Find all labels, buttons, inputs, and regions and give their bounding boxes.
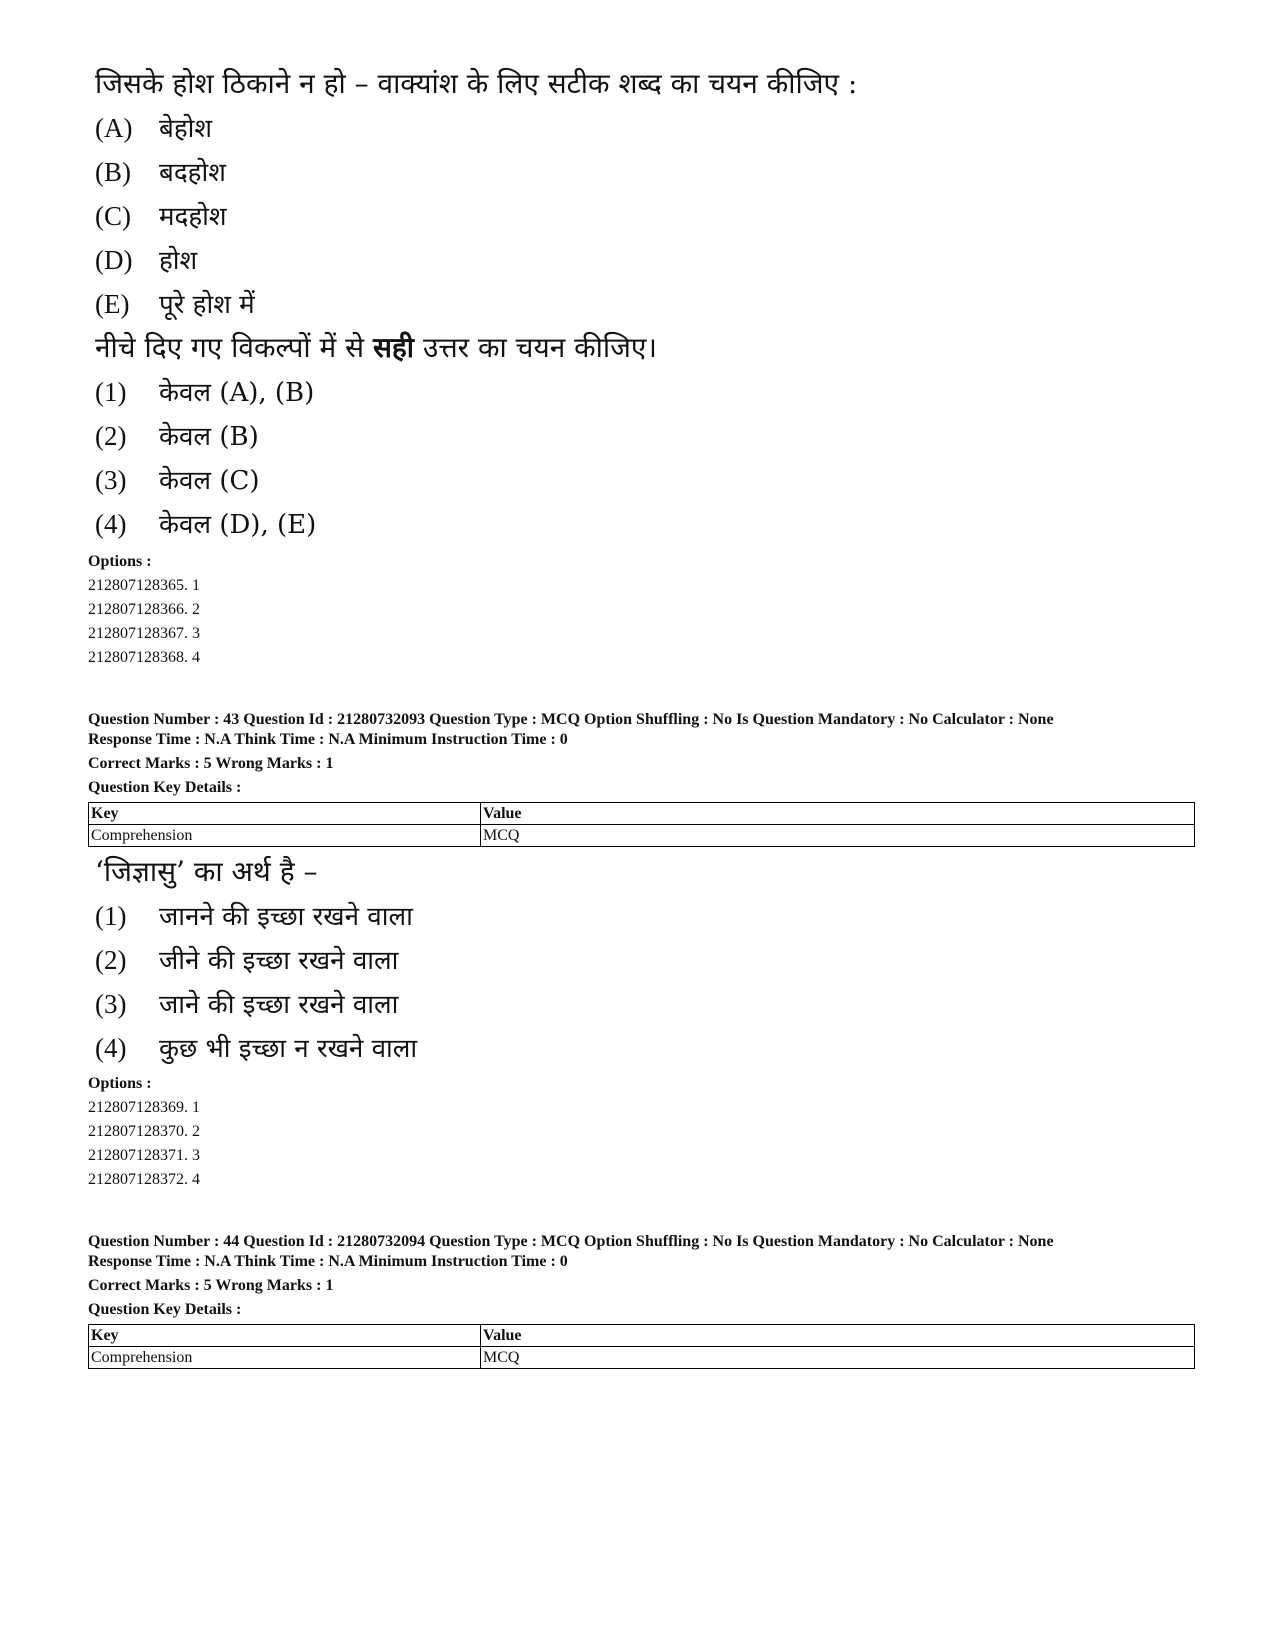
q43-choice-4: (4) कुछ भी इच्छा न रखने वाला <box>95 1033 418 1064</box>
option-row: 212807128367. 3 <box>88 625 200 642</box>
q42-stem: जिसके होश ठिकाने न हो – वाक्यांश के लिए सटीक शब्द का चयन कीजिए : <box>95 67 858 100</box>
q42-choice-3: (3) केवल (C) <box>95 465 260 496</box>
q43-stem: ‘जिज्ञासु’ का अर्थ है – <box>95 855 318 888</box>
option-row: 212807128365. 1 <box>88 577 200 594</box>
table-header-key: Key <box>89 1325 481 1347</box>
q42-item-a: (A) बेहोश <box>95 113 213 144</box>
q43-meta-line-2: Response Time : N.A Think Time : N.A Minimum Instruction Time : 0 <box>88 731 568 748</box>
option-row: 212807128370. 2 <box>88 1123 200 1140</box>
table-header-value: Value <box>481 803 1195 825</box>
table-row <box>89 825 1195 847</box>
q42-choice-1: (1) केवल (A), (B) <box>95 377 315 408</box>
table-cell-key: Comprehension <box>89 1347 481 1369</box>
table-header-row <box>89 1325 1195 1347</box>
q44-marks: Correct Marks : 5 Wrong Marks : 1 <box>88 1277 334 1294</box>
q43-marks: Correct Marks : 5 Wrong Marks : 1 <box>88 755 334 772</box>
option-row: 212807128366. 2 <box>88 601 200 618</box>
q42-instruction: नीचे दिए गए विकल्पों में से सही उत्तर का चयन कीजिए। <box>95 331 658 364</box>
q42-choice-4: (4) केवल (D), (E) <box>95 509 317 540</box>
table-header-key: Key <box>89 803 481 825</box>
table-cell-value: MCQ <box>481 825 1195 847</box>
q43-body <box>95 850 417 1070</box>
option-row: 212807128368. 4 <box>88 649 200 666</box>
q42-choice-2: (2) केवल (B) <box>95 421 259 452</box>
q42-item-c: (C) मदहोश <box>95 201 227 232</box>
table-row <box>89 1347 1195 1369</box>
q42-item-e: (E) पूरे होश में <box>95 289 255 320</box>
q44-meta-line-1: Question Number : 44 Question Id : 21280732094 Question Type : MCQ Option Shuffling : No Is Question Mandatory : No Calculator : None <box>88 1233 1054 1250</box>
options-header: Options : <box>88 1075 152 1092</box>
options-header: Options : <box>88 553 152 570</box>
q44-meta <box>88 1232 1198 1369</box>
q42-item-b: (B) बदहोश <box>95 157 226 188</box>
q43-choice-3: (3) जाने की इच्छा रखने वाला <box>95 989 399 1020</box>
q43-meta-line-1: Question Number : 43 Question Id : 21280732093 Question Type : MCQ Option Shuffling : No Is Question Mandatory : No Calculator : None <box>88 711 1054 728</box>
table-header-row <box>89 803 1195 825</box>
q42-options <box>88 550 200 670</box>
q43-key-table <box>88 802 1195 847</box>
option-row: 212807128369. 1 <box>88 1099 200 1116</box>
q44-key-table <box>88 1324 1195 1369</box>
q44-key-details: Question Key Details : <box>88 1301 242 1318</box>
table-header-value: Value <box>481 1325 1195 1347</box>
q43-options <box>88 1072 200 1192</box>
q44-meta-line-2: Response Time : N.A Think Time : N.A Minimum Instruction Time : 0 <box>88 1253 568 1270</box>
q43-choice-2: (2) जीने की इच्छा रखने वाला <box>95 945 399 976</box>
table-cell-value: MCQ <box>481 1347 1195 1369</box>
table-cell-key: Comprehension <box>89 825 481 847</box>
q43-meta <box>88 710 1198 847</box>
option-row: 212807128371. 3 <box>88 1147 200 1164</box>
q43-key-details: Question Key Details : <box>88 779 242 796</box>
option-row: 212807128372. 4 <box>88 1171 200 1188</box>
q42-item-d: (D) होश <box>95 245 198 276</box>
q43-choice-1: (1) जानने की इच्छा रखने वाला <box>95 901 413 932</box>
q42-body <box>95 62 857 546</box>
